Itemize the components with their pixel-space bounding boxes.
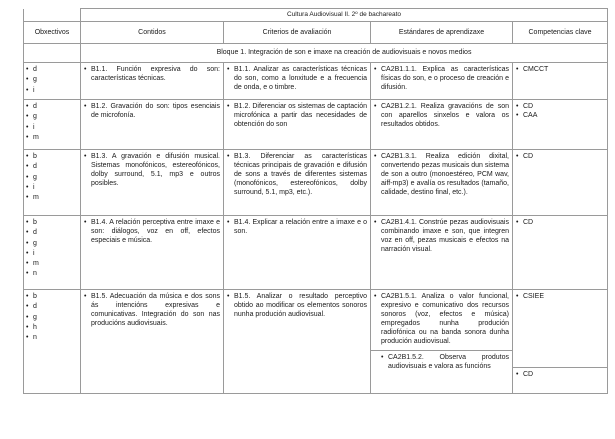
obxectivo-item: • b	[26, 153, 37, 160]
contidos-cell: • B1.3. A gravación e difusión musical. Sistemas monofónicos, estereofónicos, dolby surround, 5.1, mp3 e outros posibles.	[81, 150, 224, 216]
block-title: Bloque 1. Integración de son e imaxe na creación de audiovisuais e novos medios	[81, 44, 608, 63]
obxectivo-item: • i	[26, 123, 35, 131]
header-competencias: Competencias clave	[513, 22, 608, 44]
contidos-cell: • B1.1. Función expresiva do son: características técnicas.	[81, 63, 224, 100]
table-row	[24, 63, 608, 100]
obxectivo-item: • g	[26, 313, 37, 321]
obxectivos-cell	[24, 290, 81, 394]
competencias-cell: • CD	[513, 216, 608, 290]
obxectivo-item: • i	[26, 86, 35, 94]
obxectivo-item: • g	[26, 173, 37, 181]
contidos-cell: • B1.4. A relación perceptiva entre imaxe e son: diálogos, voz en off, efectos especiais e música.	[81, 216, 224, 290]
obxectivo-item: • d	[26, 103, 37, 110]
obxectivo-item: • g	[26, 113, 37, 121]
obxectivos-cell	[24, 150, 81, 216]
obxectivo-item: • d	[26, 66, 37, 73]
obxectivos-cell	[24, 216, 81, 290]
contidos-cell: • B1.2. Gravación do son: tipos esenciais de microfonía.	[81, 100, 224, 150]
obxectivo-item: • m	[26, 260, 39, 268]
estandares-cell: • CA2B1.5.1. Analiza o valor funcional, expresivo e comunicativo dos recursos sonoros (voz, efectos e música) empregados nunha produción radiofónica ou na banda sonora dunha produción audiovisual. • CA2B1.5.2. Observa produtos audiovisuais e valora as funcións	[371, 290, 513, 394]
obxectivo-item: • b	[26, 219, 37, 226]
contidos-cell: • B1.5. Adecuación da música e dos sons ás intencións expresivas e comunicativas. Integración do son nas producións audiovisuais.	[81, 290, 224, 394]
obxectivo-item: • g	[26, 239, 37, 247]
obxectivo-item: • i	[26, 249, 35, 257]
table-row	[24, 290, 608, 394]
obxectivo-item: • g	[26, 76, 37, 84]
criterios-cell: • B1.3. Diferenciar as características técnicas principais de gravación e difusión de sons a través de diferentes sistemas (monofónicos, estereofónicos, dolby surround, 5.1, mp3, etc.).	[224, 150, 371, 216]
competencias-cell: • CSIEE • CD	[513, 290, 608, 394]
competencias-cell: • CD	[513, 150, 608, 216]
obxectivo-item: • d	[26, 163, 37, 171]
header-criterios: Criterios de avaliación	[224, 22, 371, 44]
header-estandares: Estándares de aprendizaxe	[371, 22, 513, 44]
criterios-cell: • B1.1. Analizar as características técnicas do son, como a lonxitude e a frecuencia de onda, e o timbre.	[224, 63, 371, 100]
obxectivo-item: • n	[26, 270, 37, 278]
criterios-cell: • B1.5. Analizar o resultado perceptivo obtido ao modificar os elementos sonoros nunha produción audiovisual.	[224, 290, 371, 394]
obxectivos-cell	[24, 100, 81, 150]
table-row	[24, 216, 608, 290]
header-obxectivos: Obxectivos	[24, 22, 81, 44]
competencias-cell: • CD • CAA	[513, 100, 608, 150]
estandares-cell: • CA2B1.2.1. Realiza gravacións de son con aparellos sinxelos e valora os resultados obtidos.	[371, 100, 513, 150]
obxectivo-item: • d	[26, 229, 37, 237]
table-row	[24, 150, 608, 216]
estandares-cell: • CA2B1.3.1. Realiza edición dixital, convertendo pezas musicais dun sistema de son a outro (monoestéreo, PCM wav, aiff-mp3) e avalía os resultados (tamaño, calidade, destino final, etc.).	[371, 150, 513, 216]
header-contidos: Contidos	[81, 22, 224, 44]
obxectivo-item: • h	[26, 323, 37, 331]
obxectivo-item: • b	[26, 293, 37, 300]
curriculum-table	[23, 8, 608, 394]
estandares-cell: • CA2B1.4.1. Constrúe pezas audiovisuais combinando imaxe e son, que integren voz en off, pezas musicais e efectos na narración visual.	[371, 216, 513, 290]
competencias-cell: • CMCCT	[513, 63, 608, 100]
estandares-cell: • CA2B1.1.1. Explica as características físicas do son, e o proceso de creación e difusión.	[371, 63, 513, 100]
criterios-cell: • B1.2. Diferenciar os sistemas de captación microfónica a partir das necesidades de obtención do son	[224, 100, 371, 150]
header-blank-cell	[24, 9, 81, 22]
table-row	[24, 100, 608, 150]
obxectivo-item: • m	[26, 194, 39, 202]
obxectivo-item: • d	[26, 303, 37, 311]
obxectivo-item: • m	[26, 133, 39, 141]
obxectivo-item: • i	[26, 183, 35, 191]
obxectivo-item: • n	[26, 334, 37, 342]
criterios-cell: • B1.4. Explicar a relación entre a imaxe e o son.	[224, 216, 371, 290]
table-title: Cultura Audiovisual II. 2º de bachareato	[81, 9, 608, 22]
block-blank-cell	[24, 44, 81, 63]
obxectivos-cell	[24, 63, 81, 100]
